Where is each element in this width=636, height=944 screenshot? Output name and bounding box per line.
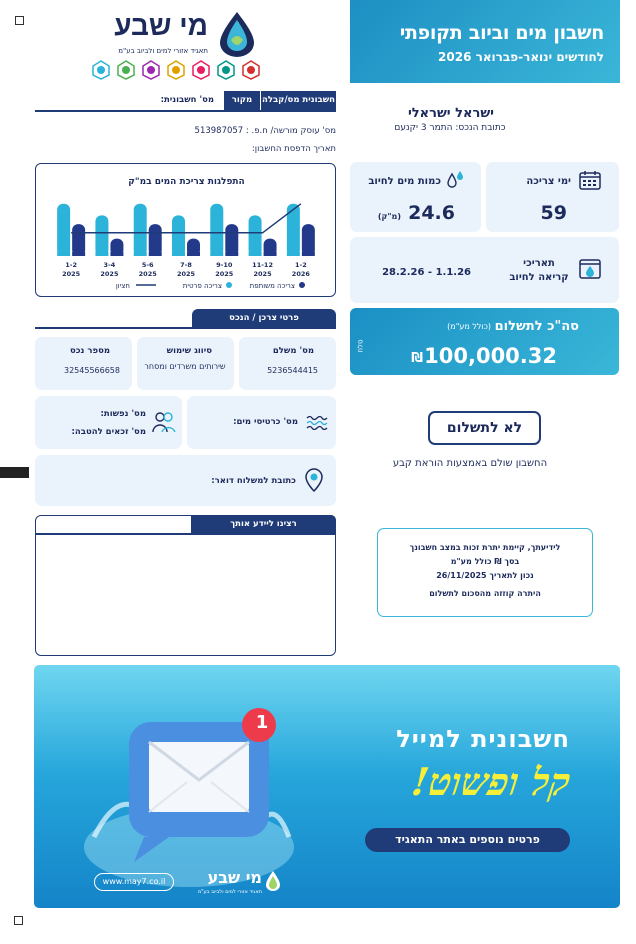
bar-private: [57, 204, 70, 256]
meters-label: מס' כרטיסי מים:: [233, 417, 298, 427]
notice-line-1: לידיעתך, קיימת יתרת זכות במצב חשבונך: [409, 543, 561, 552]
persons-label: מס' נפשות:: [100, 409, 146, 419]
consumption-chart: [35, 163, 336, 297]
bar-private-base: [134, 252, 147, 256]
certification-badge-icon: [242, 60, 260, 80]
usage-label: סיווג שימוש: [166, 346, 212, 356]
waves-icon: [306, 414, 328, 430]
notice-line-2: בסך ₪ כולל מע"מ: [450, 557, 520, 566]
x-tick-year: 2025: [62, 270, 81, 278]
bar-private-base: [210, 252, 223, 256]
currency-word: סלח: [356, 339, 365, 353]
email-invoice-banner[interactable]: [34, 665, 620, 908]
tab-account-invoice: חשבונית מס/קבלה: [261, 91, 336, 110]
bar-shared-base: [72, 252, 85, 256]
bar-shared-base: [302, 252, 315, 256]
bill-header: [350, 0, 620, 83]
bar-shared-base: [264, 252, 277, 256]
mail-address-label: כתובת למשלוח דואר:: [211, 476, 296, 486]
reading-dates-value: 28.2.26 - 1.1.26: [382, 267, 471, 278]
legend-private-label: צריכה פרטית: [182, 282, 222, 290]
banner-logo-tagline: תאגיד אזורי למים ולביוב בע"מ: [197, 889, 262, 895]
banner-logo-icon: [264, 870, 282, 892]
payer-label: מס' משלם: [272, 346, 314, 356]
x-tick-year: 2025: [176, 270, 196, 278]
bar-private: [95, 215, 108, 256]
bar-shared-base: [187, 252, 200, 256]
tab-original: מקור: [224, 91, 261, 110]
banner-more-info: פרטים נוספים באתר התאגיד: [365, 828, 570, 852]
total-value: 100,000.32: [424, 344, 557, 368]
total-label: סה"כ לתשלום: [494, 319, 579, 334]
reading-dates-card: [350, 237, 619, 303]
legend-shared-marker: [299, 282, 305, 288]
bar-shared: [302, 224, 315, 256]
bar-private: [210, 204, 223, 256]
account-tab-bar: [35, 91, 336, 110]
message-box: [35, 515, 336, 656]
bar-private-base: [95, 252, 108, 256]
x-tick-label: 9-10: [216, 261, 233, 269]
chart-svg: [36, 164, 337, 298]
logo-name: מי שבע: [114, 10, 208, 41]
shekel-symbol: ₪: [411, 351, 423, 366]
certification-badge-icon: [92, 60, 110, 80]
company-logo: [110, 10, 260, 58]
water-quantity-value: 24.6: [408, 202, 455, 224]
crop-mark-bottom: [14, 916, 23, 925]
legend-shared-label: צריכה משותפת: [249, 282, 295, 290]
payer-value: 5236544415: [267, 366, 318, 375]
water-card: [350, 162, 481, 232]
days-label: ימי צריכה: [526, 176, 571, 187]
bar-private: [134, 204, 147, 256]
certification-badge-icon: [167, 60, 185, 80]
certification-badge-icon: [192, 60, 210, 80]
x-tick-label: 1-2: [294, 261, 307, 269]
people-icon: [152, 410, 176, 434]
certification-badge-icon: [142, 60, 160, 80]
total-vat-note: (כולל מע"מ): [447, 322, 491, 331]
banner-slogan: קל ופשוט!: [408, 759, 574, 804]
certification-badge-icon: [217, 60, 235, 80]
x-tick-label: 1-2: [65, 261, 78, 269]
chart-title: התפלגות צריכת המים במ"ק: [128, 177, 245, 187]
notification-badge: 1: [255, 712, 269, 733]
days-card: [486, 162, 619, 232]
usage-card: [137, 337, 234, 390]
meters-card: [187, 396, 336, 449]
x-tick-year: 2025: [138, 270, 157, 278]
bar-private: [287, 204, 300, 256]
notice-line-4: היתרה קוזזה מהסכום לתשלום: [429, 589, 541, 598]
message-header: רצינו ליידע אותך: [191, 515, 336, 534]
dealer-number: מס' עוסק מורשה/ ח.פ. : 513987057: [194, 126, 336, 136]
banner-website-link[interactable]: www.may7.co.il: [94, 873, 174, 891]
bar-private: [249, 215, 262, 256]
legend-private-marker: [226, 282, 232, 288]
print-date-label: תאריך הדפסת החשבון:: [251, 144, 336, 154]
total-to-pay: [350, 308, 619, 375]
bar-shared-base: [225, 252, 238, 256]
x-tick-year: 2025: [215, 270, 234, 278]
calendar-icon: [579, 170, 601, 190]
bar-private-base: [172, 252, 185, 256]
notice-line-3: נכון לתאריך 26/11/2025: [436, 571, 534, 580]
payment-note: החשבון שולם באמצעות הוראת קבע: [392, 458, 548, 469]
days-value: 59: [540, 202, 567, 224]
reading-dates-label: תאריכי קריאה לחיוב: [509, 258, 569, 283]
customer-name: ישראל ישראלי: [407, 106, 495, 121]
credit-notice: [377, 528, 593, 617]
meter-calendar-icon: [579, 257, 601, 279]
entitled-label: מס' זכאים להטבה:: [71, 427, 146, 437]
details-header: פרטי צרכן / הנכס: [192, 309, 336, 328]
bar-shared: [72, 224, 85, 256]
payer-card: [239, 337, 336, 390]
water-drops-icon: [445, 170, 465, 190]
x-tick-label: 11-12: [252, 261, 273, 269]
bar-shared-base: [149, 252, 162, 256]
usage-value: שירותים משרדים ומסחר: [144, 362, 226, 371]
bar-private-base: [287, 252, 300, 256]
bar-private-base: [57, 252, 70, 256]
water-quantity-label: כמות מים לחיוב: [368, 176, 441, 187]
bar-private-base: [249, 252, 262, 256]
x-tick-year: 2025: [253, 270, 272, 278]
bar-private: [172, 215, 185, 256]
x-tick-year: 2025: [100, 270, 119, 278]
asset-card: [35, 337, 132, 390]
x-tick-label: 7-8: [180, 261, 192, 269]
invoice-number-label: מס' חשבונית:: [160, 95, 214, 105]
water-quantity-unit: (מ"ק): [377, 212, 401, 221]
bar-shared: [225, 224, 238, 256]
side-bar-mark: [0, 467, 29, 478]
water-drop-logo-icon: [216, 10, 258, 58]
bar-shared-base: [110, 252, 123, 256]
legend-median-label: חציון: [115, 282, 130, 290]
x-tick-year: 2026: [291, 270, 310, 278]
x-tick-label: 3-4: [103, 261, 116, 269]
asset-label: מספר נכס: [69, 346, 110, 356]
certification-badge-icon: [117, 60, 135, 80]
crop-mark-top: [15, 16, 24, 25]
asset-value: 32545566658: [64, 366, 120, 375]
bar-shared: [149, 224, 162, 256]
location-pin-icon: [304, 468, 324, 492]
banner-logo-name: מי שבע: [207, 868, 262, 887]
bill-period: לחודשים ינואר-פברואר 2026: [438, 50, 604, 64]
logo-tagline: תאגיד אזורי למים ולביוב בע"מ: [118, 47, 208, 55]
x-tick-label: 5-6: [141, 261, 154, 269]
not-for-payment-button[interactable]: לא לתשלום: [428, 411, 541, 445]
mail-address-card: [35, 455, 336, 506]
property-address: כתובת הנכס: התמר 3 יקנעם: [394, 123, 506, 133]
bill-title: חשבון מים וביוב תקופתי: [399, 22, 604, 44]
banner-headline: חשבונית למייל: [396, 725, 570, 753]
persons-card: [35, 396, 182, 449]
